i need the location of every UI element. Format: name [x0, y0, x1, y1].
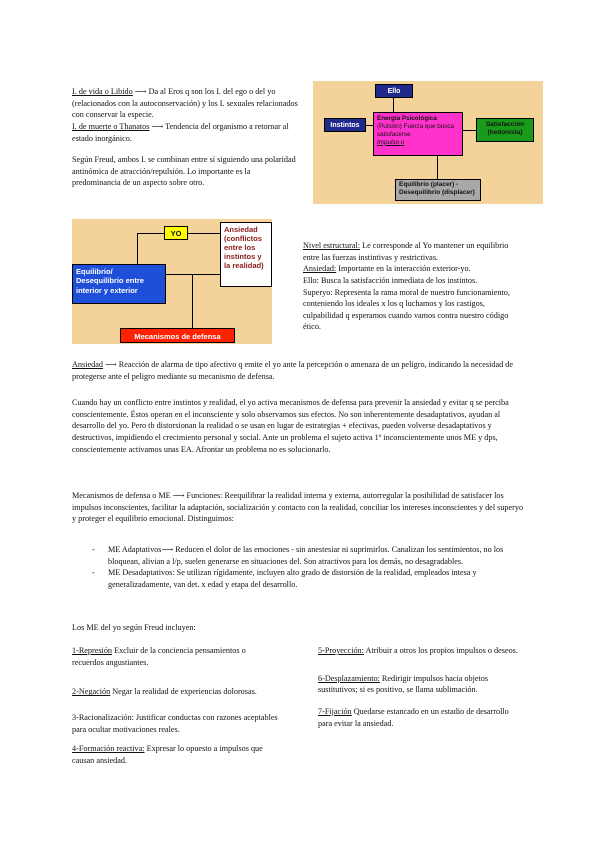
nivel-block: [303, 240, 525, 333]
vida-label: I. de vida o Libido: [72, 87, 133, 96]
intro-block: [72, 86, 298, 189]
connector-line: [137, 233, 138, 264]
muerte-arrow: ⟶: [151, 121, 164, 131]
vida-arrow: ⟶: [134, 87, 147, 96]
me-label: 5-Proyección:: [318, 646, 364, 655]
list-item: [72, 645, 278, 668]
connector-line: [192, 274, 193, 328]
bullet-dash: -: [92, 568, 95, 578]
me-text: Redirigir impulsos hacia objetos sustitutivos; si es positivo, se llama sublimación.: [318, 673, 489, 695]
connector-line: [393, 98, 394, 112]
equilibrio-box: Equilibrio (placer) - Desequilibrio (displacer): [395, 179, 481, 201]
energia-title: Energía Psicológica: [377, 115, 437, 122]
conflicto-paragraph: [72, 397, 527, 455]
me-text: Quedarse estancado en un estadio de desarrollo para evitar la ansiedad.: [318, 706, 509, 728]
instintos-box: Instintos: [324, 118, 366, 132]
ansiedad-arrow: ⟶: [104, 360, 117, 369]
pulsion-diagram: [313, 81, 543, 204]
mecanismos-paragraph: [72, 490, 527, 525]
nivel-label: Nivel estructural:: [303, 241, 361, 250]
los-me-title: Los ME del yo según Freud incluyen:: [72, 623, 196, 632]
energia-box: [373, 112, 463, 156]
muerte-label: I. de muerte o Thanatos: [72, 121, 150, 131]
nivel-paragraph: [303, 240, 525, 263]
bullet-dash: -: [92, 545, 95, 554]
muerte-text: Tendencia del organismo a retornar al estado inorgánico.: [72, 121, 289, 143]
nivel-ansiedad-label: Ansiedad:: [303, 264, 337, 274]
list-item: [72, 712, 278, 735]
connector-line: [366, 125, 373, 126]
bullet-text: ME Desadaptativos: Se utilizan rígidamente, incluyen alto grado de distorsión de la realidad, empleados intesa y generalizadamente, van det. x edad y etapa del desarrollo.: [108, 568, 477, 589]
yo-diagram: [72, 219, 272, 344]
energia-impulso: Impulso o: [377, 138, 405, 146]
me-label: 6-Desplazamiento:: [318, 673, 380, 683]
list-item: [92, 567, 527, 590]
satisfaccion-box: Satisfacción (hedonista): [476, 118, 534, 142]
mecanismos-box: Mecanismos de defensa: [120, 328, 235, 343]
me-label: 4-Formación reactiva:: [72, 744, 145, 754]
me-label: 7-Fijación: [318, 706, 352, 716]
nivel-text: Le corresponde al Yo mantener un equilibrio entre las fuerzas instintivas y restrictivas.: [303, 241, 509, 262]
connector-line: [463, 130, 476, 131]
connector-line: [188, 233, 220, 234]
bullet-text: ME Adaptativos⟶ Reducen el dolor de las emociones - sin anestesiar ni suprimirlos. Canalizan los sentimientos, no los bloquean, alivian a l/p, suelen generarse en situaciones del. Son atractivos para los demás, no desagradables.: [108, 545, 504, 566]
ello-box: Ello: [375, 84, 413, 98]
me-left-column: [72, 645, 278, 766]
nivel-superyo: Superyo: Representa la rama moral de nuestro funcionamiento, conteniendo los ideales x los q luchamos y los castigos, culpabilidad q esperamos cuando vamos contra nuestro código ético.: [303, 287, 510, 332]
me-text: Expresar lo opuesto a impulsos que causan ansiedad.: [72, 744, 263, 765]
me-text: Justificar conductas con razones aceptables para ocultar motivaciones reales.: [72, 712, 278, 734]
list-item: [72, 686, 278, 698]
list-item: [318, 706, 524, 729]
list-item: [92, 544, 527, 567]
me-label: 3-Racionalización:: [72, 712, 134, 722]
list-item: [318, 673, 524, 696]
mecanismos-text: Mecanismos de defensa o ME ⟶ Funciones: Reequilibrar la realidad interna y externa, autorregular la posibilidad de satisfacer los impulsos inconscientes, facilitar la adaptación, socialización y contacto con la realidad, conciliar los intereses inconscientes y del superyo y proteger el equilibrio emocional. Distinguimos:: [72, 491, 524, 524]
ansiedad-def: [72, 359, 527, 382]
me-label: 2-Negación: [72, 687, 111, 697]
equilibrio-box: Equilibrio/ Desequilibrio entre interior y exterior: [72, 264, 166, 304]
vida-text: Da al Eros q son los I. del ego o del yo (relacionados con la autoconservación) y los I. sexuales relacionados con conservar la especie.: [72, 87, 298, 120]
me-text: Negar la realidad de experiencias dolorosas.: [112, 687, 257, 697]
ansiedad-box: Ansiedad (conflictos entre los instintos y la realidad): [220, 222, 272, 287]
list-item: [318, 645, 524, 657]
me-right-column: [318, 645, 524, 729]
me-text: Excluir de la conciencia pensamientos o recuerdos angustiantes.: [72, 646, 246, 667]
connector-line: [137, 233, 164, 234]
ansiedad-label: Ansiedad: [72, 360, 103, 369]
me-label: 1-Represión: [72, 646, 113, 655]
energia-text: (Pulsión) Fuerza que busca satisfacerse: [377, 122, 455, 138]
nivel-ansiedad: [303, 263, 525, 275]
connector-line: [166, 274, 220, 275]
freud-paragraph: Según Freud, ambos I. se combinan entre sí siguiendo una polaridad antinómica de atracción/repulsión. Lo importante es la predominancia de un aspecto sobre otro.: [72, 155, 296, 188]
yo-box: YO: [164, 226, 188, 240]
nivel-ello: Ello: Busca la satisfacción inmediata de los instintos.: [303, 275, 478, 285]
ansiedad-text: Reacción de alarma de tipo afectivo q emite el yo ante la percepción o amenaza de un peligro, indicando la necesidad de protegerse ante el peligro mediante su mecanismo de defensa.: [72, 360, 513, 381]
connector-line: [437, 156, 438, 179]
me-text: Atribuir a otros los propios impulsos o deseos.: [365, 646, 518, 655]
nivel-ansiedad-text: Importante en la interacción exterior-yo.: [338, 264, 471, 274]
muerte-paragraph: [72, 121, 298, 144]
me-bullet-list: [92, 544, 527, 591]
vida-paragraph: [72, 86, 298, 121]
conflicto-text: Cuando hay un conflicto entre instintos y realidad, el yo activa mecanismos de defensa para prevenir la ansiedad y evitar q se perciba conscientemente. Éstos operan en el inconsciente y solo observamos sus efectos. No son inherentemente desadaptativos, ayudan al desarrollo del yo. Pero tb distorsionan la realidad o se usan en lugar de estrategias + efectivas, pueden volverse desadaptativos y destructivos, impidiendo el crecimiento personal y social. Ante un problema el sujeto activa 1º inconscientemente unos ME y dps, conscientemente activamos unas EA. Afrontar un problema no es solucionarlo.: [72, 398, 509, 454]
list-item: [72, 743, 278, 766]
